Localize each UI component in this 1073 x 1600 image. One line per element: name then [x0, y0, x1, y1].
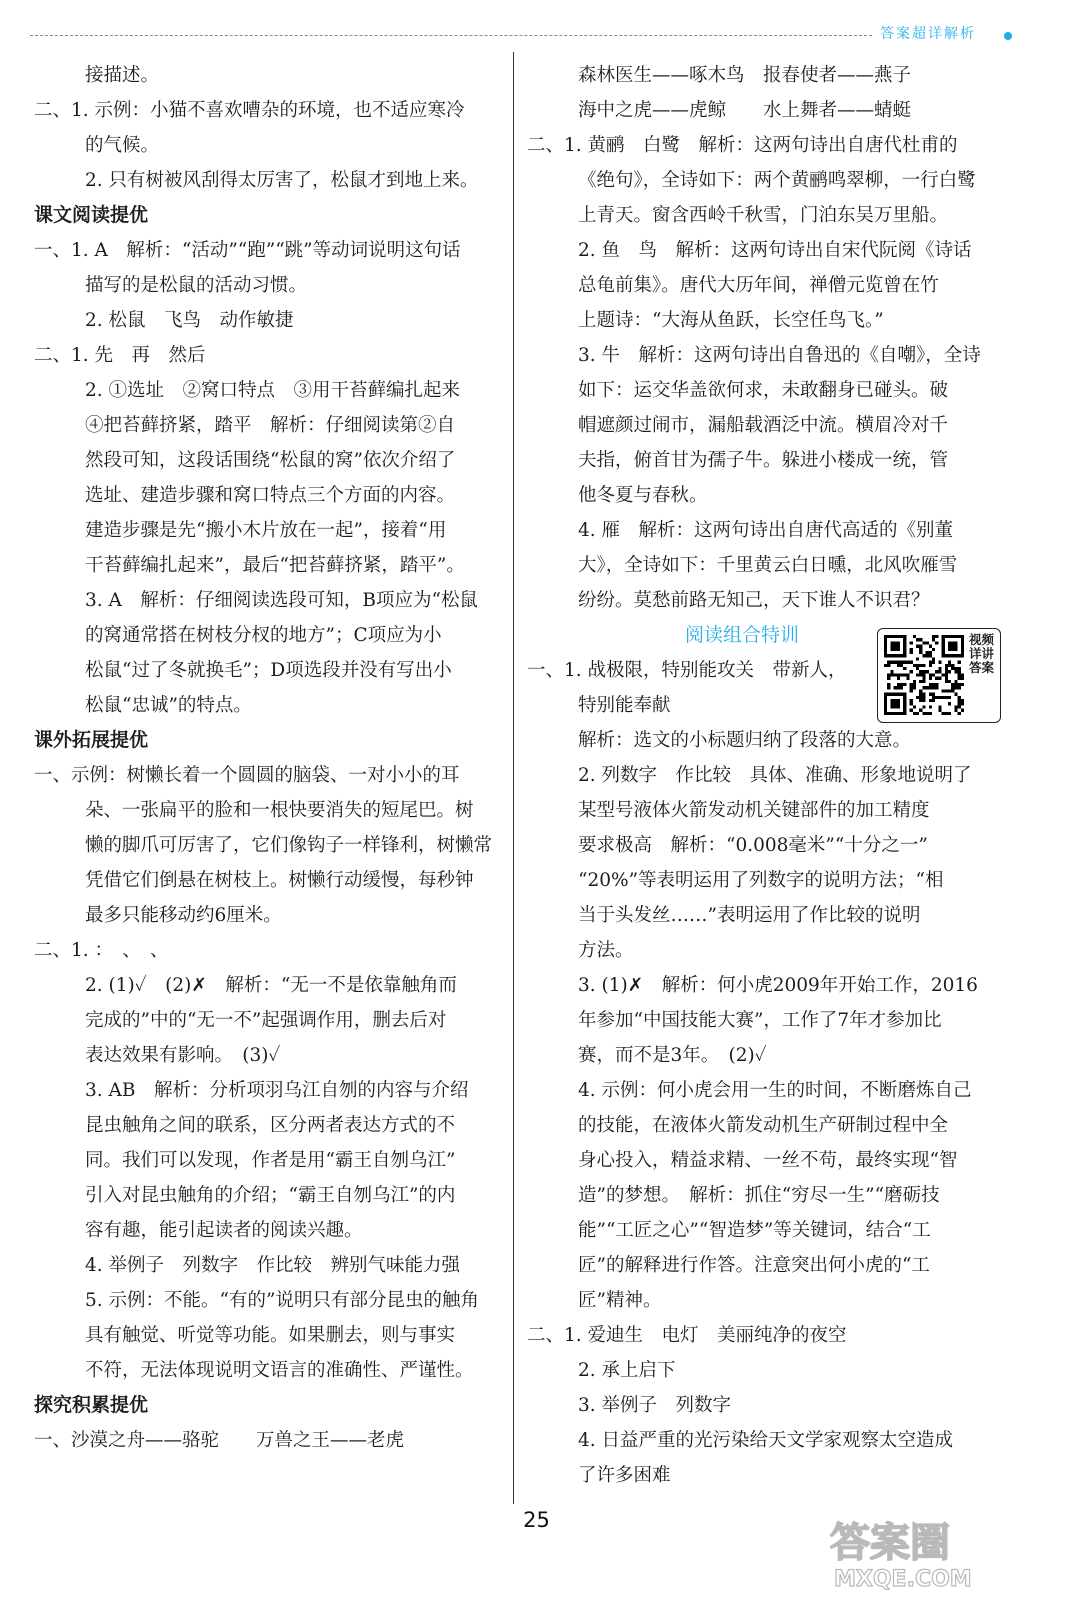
header-label: 答案超详解析 — [880, 26, 976, 42]
answer-line: 不符，无法体现说明文语言的准确性、严谨性。 — [85, 1360, 474, 1381]
answer-line: 选址、建造步骤和窝口特点三个方面的内容。 — [85, 485, 456, 506]
section-heading: 课外拓展提优 — [34, 729, 149, 751]
answer-line: “20%”等表明运用了列数字的说明方法；“相 — [578, 870, 944, 891]
answer-line: 2. 承上启下 — [578, 1360, 676, 1381]
answer-line: 他冬夏与春秋。 — [578, 485, 708, 506]
section-heading: 课文阅读提优 — [34, 204, 149, 226]
section-heading: 探究积累提优 — [34, 1394, 149, 1416]
answer-line: 干苔藓编扎起来”，最后“把苔藓挤紧，踏平”。 — [85, 555, 465, 576]
answer-line: 能”“工匠之心”“智造梦”等关键词，结合“工 — [578, 1220, 931, 1241]
answer-line: 解析：选文的小标题归纳了段落的大意。 — [578, 730, 912, 751]
answer-line: 懒的脚爪可厉害了，它们像钩子一样锋利，树懒常 — [85, 835, 493, 856]
answer-line: 某型号液体火箭发动机关键部件的加工精度 — [578, 800, 930, 821]
answer-line: 身心投入，精益求精、一丝不苟，最终实现“智 — [578, 1150, 958, 1171]
answer-line: 森林医生——啄木鸟 报春使者——燕子 — [578, 65, 912, 86]
answer-line: 当于头发丝……”表明运用了作比较的说明 — [578, 905, 921, 926]
answer-line: 上题诗：“大海从鱼跃，长空任鸟飞。” — [578, 310, 884, 331]
answer-line: 2. 鱼 鸟 解析：这两句诗出自宋代阮阅《诗话 — [578, 240, 972, 261]
answer-line: 松鼠“过了冬就换毛”；D项选段并没有写出小 — [85, 660, 452, 681]
answer-line: 一、示例：树懒长着一个圆圆的脑袋、一对小小的耳 — [34, 765, 460, 786]
answer-line: 大》，全诗如下：千里黄云白日曛，北风吹雁雪 — [578, 555, 958, 576]
answer-line: 了许多困难 — [578, 1465, 671, 1486]
page-number: 25 — [523, 1508, 550, 1532]
answer-line: 接描述。 — [85, 65, 160, 86]
answer-line: 造”的梦想。 解析：抓住“穷尽一生”“磨砺技 — [578, 1185, 940, 1206]
section-heading-highlight: 阅读组合特训 — [684, 624, 799, 646]
answer-line: 3. (1)✗ 解析：何小虎2009年开始工作，2016 — [578, 975, 978, 996]
answer-line: 4. 举例子 列数字 作比较 辨别气味能力强 — [85, 1255, 461, 1276]
answer-line: 3. A 解析：仔细阅读选段可知，B项应为“松鼠 — [85, 590, 478, 611]
qr-code-icon[interactable] — [884, 635, 964, 715]
answer-line: 2. (1)✓ (2)✗ 解析：“无一不是依靠触角而 — [85, 975, 457, 996]
answer-line: 2. ①选址 ②窝口特点 ③用干苔藓编扎起来 — [85, 380, 461, 401]
answer-line: 的技能，在液体火箭发动机生产研制过程中全 — [578, 1115, 949, 1136]
answer-line: ④把苔藓挤紧，踏平 解析：仔细阅读第②自 — [85, 415, 456, 436]
answer-line: 2. 列数字 作比较 具体、准确、形象地说明了 — [578, 765, 972, 786]
answer-line: 4. 示例：何小虎会用一生的时间，不断磨炼自己 — [578, 1080, 972, 1101]
column-divider — [513, 52, 514, 1504]
answer-line: 4. 日益严重的光污染给天文学家观察太空造成 — [578, 1430, 954, 1451]
answer-line: 朵、一张扁平的脸和一根快要消失的短尾巴。树 — [85, 800, 474, 821]
answer-line: 同。我们可以发现，作者是用“霸王自刎乌江” — [85, 1150, 456, 1171]
answer-line: 容有趣，能引起读者的阅读兴趣。 — [85, 1220, 363, 1241]
answer-line: 纷纷。莫愁前路无知己，天下谁人不识君？ — [578, 590, 930, 611]
answer-line: 最多只能移动约6厘米。 — [85, 905, 282, 926]
answer-line: 的气候。 — [85, 135, 160, 156]
answer-line: 然段可知，这段话围绕“松鼠的窝”依次介绍了 — [85, 450, 456, 471]
answer-line: 的窝通常搭在树枝分杈的地方”；C项应为小 — [85, 625, 442, 646]
answer-line: 二、1. 先 再 然后 — [34, 345, 206, 366]
answer-line: 二、1. ： 、 、 — [34, 940, 169, 961]
answer-line: 一、沙漠之舟——骆驼 万兽之王——老虎 — [34, 1430, 405, 1451]
answer-line: 5. 示例：不能。“有的”说明只有部分昆虫的触角 — [85, 1290, 479, 1311]
answer-line: 松鼠“忠诚”的特点。 — [85, 695, 252, 716]
answer-line: 特别能奉献 — [578, 695, 671, 716]
answer-line: 总龟前集》。唐代大历年间，禅僧元览曾在竹 — [578, 275, 939, 296]
answer-line: 年参加“中国技能大赛”，工作了7年才参加比 — [578, 1010, 942, 1031]
answer-line: 建造步骤是先“搬小木片放在一起”，接着“用 — [85, 520, 447, 541]
answer-line: 描写的是松鼠的活动习惯。 — [85, 275, 308, 296]
answer-line: 3. 举例子 列数字 — [578, 1395, 732, 1416]
answer-line: 表达效果有影响。 (3)✓ — [85, 1045, 281, 1066]
header-dot-icon — [1004, 32, 1012, 40]
answer-line: 二、1. 黄鹂 白鹭 解析：这两句诗出自唐代杜甫的 — [527, 135, 958, 156]
answer-line: 二、1. 爱迪生 电灯 美丽纯净的夜空 — [527, 1325, 847, 1346]
left-column — [34, 58, 502, 1458]
answer-line: 4. 雁 解析：这两句诗出自唐代高适的《别董 — [578, 520, 954, 541]
answer-line: 凭借它们倒悬在树枝上。树懒行动缓慢，每秒钟 — [85, 870, 474, 891]
answer-line: 夫指，俯首甘为孺子牛。躲进小楼成一统，管 — [578, 450, 949, 471]
answer-line: 匠”精神。 — [578, 1290, 662, 1311]
qr-code-box[interactable] — [877, 628, 1001, 723]
answer-line: 上青天。窗含西岭千秋雪，门泊东吴万里船。 — [578, 205, 949, 226]
answer-line: 要求极高 解析：“0.008毫米”“十分之一” — [578, 835, 928, 856]
answer-line: 2. 松鼠 飞鸟 动作敏捷 — [85, 310, 294, 331]
answer-line: 3. AB 解析：分析项羽乌江自刎的内容与介绍 — [85, 1080, 469, 1101]
answer-line: 完成的”中的“无一不”起强调作用，删去后对 — [85, 1010, 447, 1031]
answer-line: 方法。 — [578, 940, 634, 961]
answer-line: 《绝句》，全诗如下：两个黄鹂鸣翠柳，一行白鹭 — [578, 170, 976, 191]
qr-label: 视频详讲答案 — [969, 632, 995, 675]
answer-line: 二、1. 示例：小猫不喜欢嘈杂的环境，也不适应寒冷 — [34, 100, 465, 121]
answer-line: 一、1. 战极限，特别能攻关 带新人， — [527, 660, 847, 681]
answer-line: 一、1. A 解析：“活动”“跑”“跳”等动词说明这句话 — [34, 240, 461, 261]
answer-line: 3. 牛 解析：这两句诗出自鲁迅的《自嘲》，全诗 — [578, 345, 981, 366]
answer-line: 2. 只有树被风刮得太厉害了，松鼠才到地上来。 — [85, 170, 479, 191]
header-rule — [30, 35, 872, 36]
right-column — [527, 58, 1017, 1493]
answer-line: 赛，而不是3年。 (2)✓ — [578, 1045, 767, 1066]
answer-line: 如下：运交华盖欲何求，未敢翻身已碰头。破 — [578, 380, 949, 401]
answer-line: 昆虫触角之间的联系，区分两者表达方式的不 — [85, 1115, 456, 1136]
watermark-logo — [818, 1512, 1048, 1592]
answer-line: 帽遮颜过闹市，漏船载酒泛中流。横眉冷对千 — [578, 415, 949, 436]
answer-line: 引入对昆虫触角的介绍；“霸王自刎乌江”的内 — [85, 1185, 456, 1206]
answer-line: 海中之虎——虎鲸 水上舞者——蜻蜓 — [578, 100, 912, 121]
answer-line: 具有触觉、听觉等功能。如果删去，则与事实 — [85, 1325, 456, 1346]
watermark-line2: MXQE.COM — [834, 1567, 972, 1592]
answer-line: 匠”的解释进行作答。注意突出何小虎的“工 — [578, 1255, 930, 1276]
watermark-line1: 答案圈 — [830, 1520, 950, 1566]
